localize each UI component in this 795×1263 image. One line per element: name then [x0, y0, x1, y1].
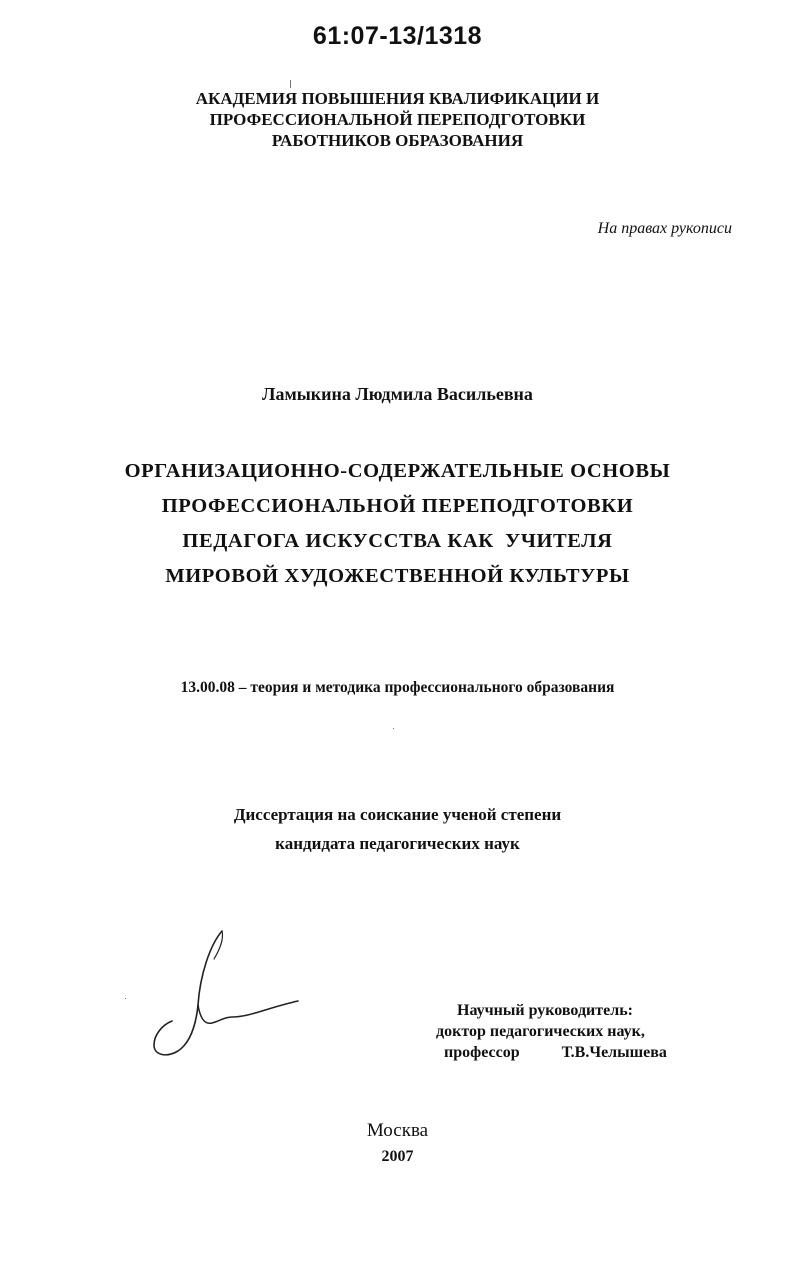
- title-line: ПРОФЕССИОНАЛЬНОЙ ПЕРЕПОДГОТОВКИ: [161, 495, 634, 517]
- specialty-code: 13.00.08 – теория и методика профессионального образования: [180, 679, 615, 696]
- scan-speck: [290, 80, 291, 88]
- degree-line: Диссертация на соискание ученой степени: [233, 805, 562, 824]
- title-line: ПЕДАГОГА ИСКУССТВА КАК УЧИТЕЛЯ: [182, 530, 613, 552]
- manuscript-rights-note: На правах рукописи: [597, 220, 732, 237]
- degree-line: кандидата педагогических наук: [275, 834, 520, 853]
- city: Москва: [366, 1120, 429, 1141]
- dissertation-title: [0, 454, 795, 594]
- degree-statement: [0, 800, 795, 858]
- supervisor-rank: профессор: [444, 1044, 520, 1061]
- institution-line: ПРОФЕССИОНАЛЬНОЙ ПЕРЕПОДГОТОВКИ: [209, 110, 586, 129]
- scientific-supervisor: [436, 1000, 667, 1063]
- handwritten-signature: [140, 925, 310, 1065]
- title-line: ОРГАНИЗАЦИОННО-СОДЕРЖАТЕЛЬНЫЕ ОСНОВЫ: [124, 460, 671, 482]
- supervisor-rank-line: [444, 1042, 667, 1063]
- year: 2007: [381, 1148, 414, 1165]
- scan-speck: [393, 728, 394, 729]
- scan-speck: [125, 998, 126, 999]
- author-name: Ламыкина Людмила Васильевна: [262, 384, 533, 404]
- supervisor-label: Научный руководитель:: [457, 1002, 633, 1019]
- supervisor-name: Т.В.Челышева: [561, 1044, 667, 1061]
- institution-line: АКАДЕМИЯ ПОВЫШЕНИЯ КВАЛИФИКАЦИИ И: [195, 89, 600, 108]
- archive-stamp-code: 61:07-13/1318: [312, 22, 483, 50]
- institution-name: [0, 88, 795, 151]
- supervisor-degree: доктор педагогических наук,: [436, 1023, 645, 1040]
- title-line: МИРОВОЙ ХУДОЖЕСТВЕННОЙ КУЛЬТУРЫ: [165, 565, 630, 587]
- institution-line: РАБОТНИКОВ ОБРАЗОВАНИЯ: [271, 131, 524, 150]
